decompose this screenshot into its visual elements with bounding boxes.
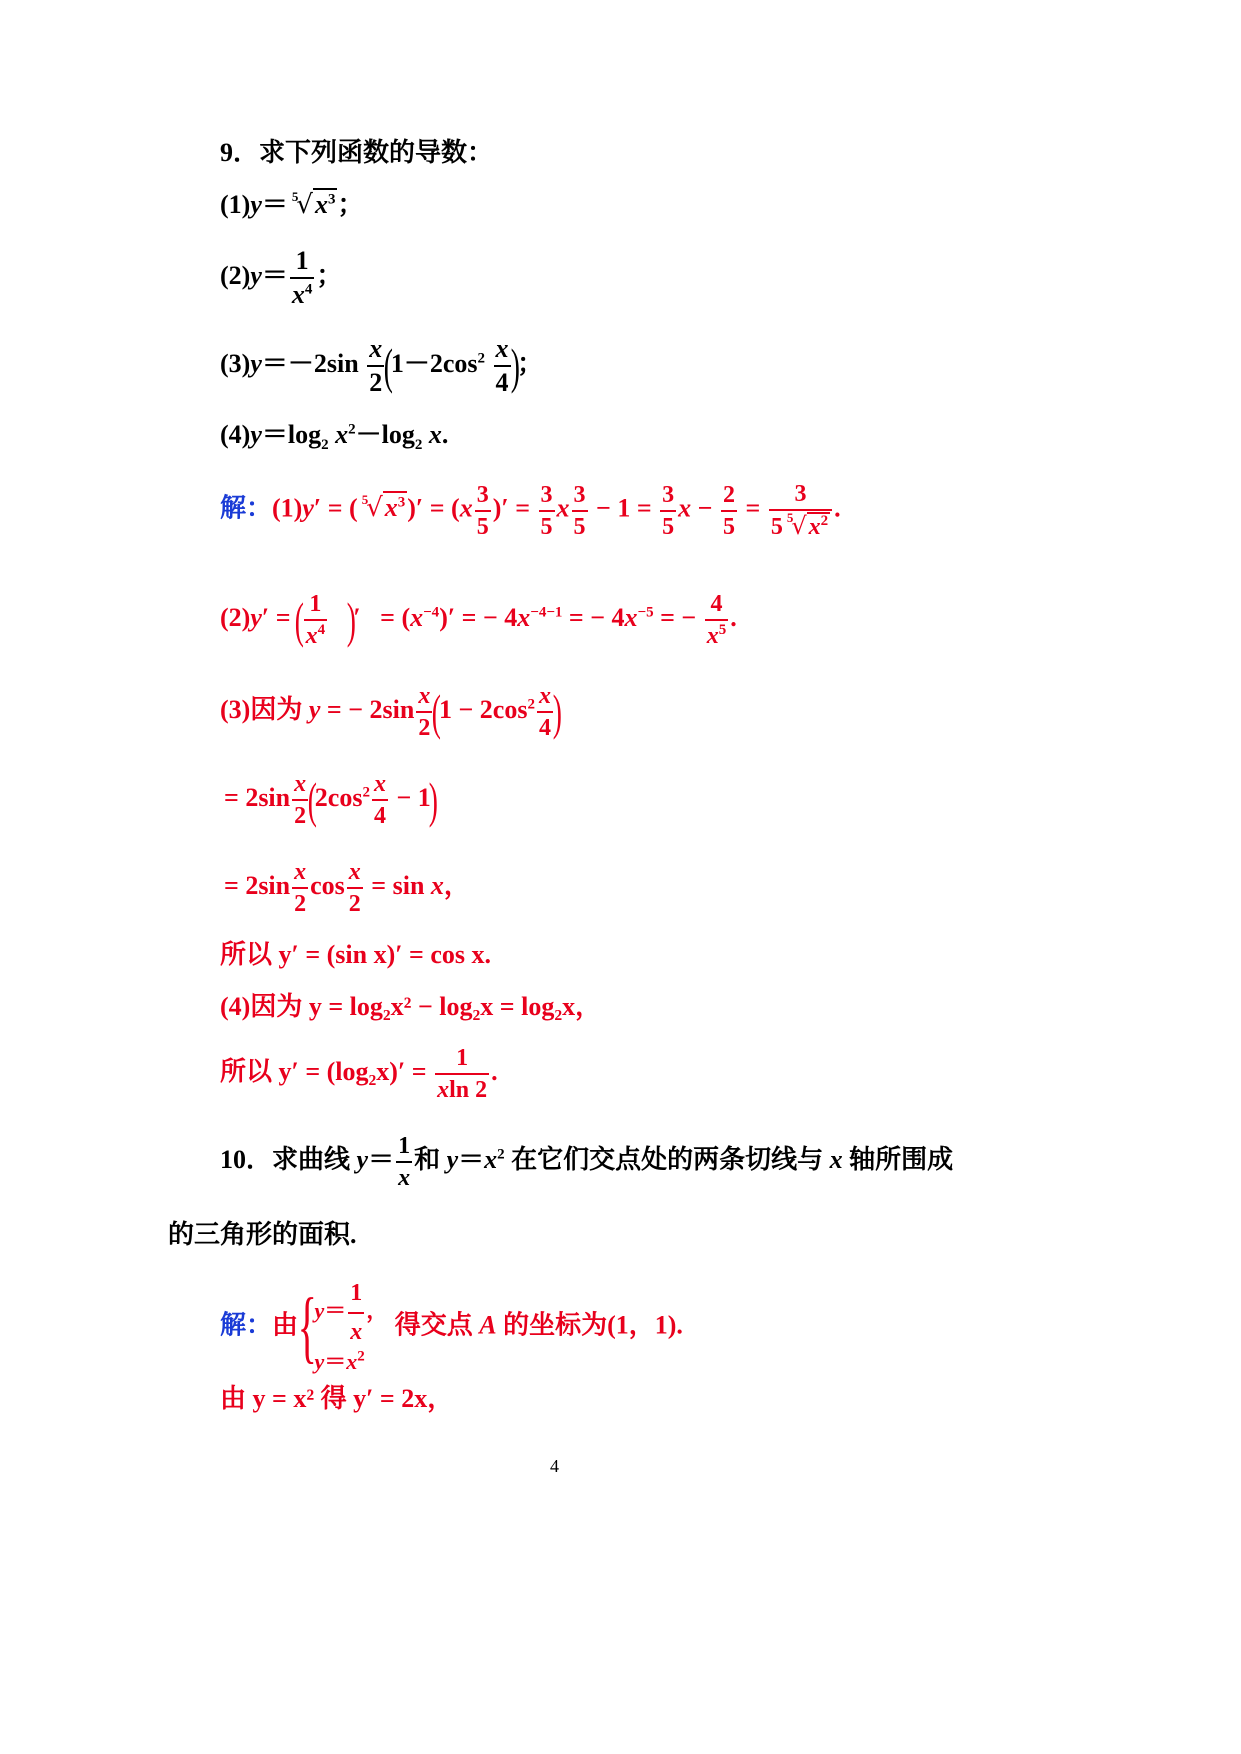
solution-9-line-5: = 2sin $\frac{x}{2}$ cos $\frac{x}{2}$ = sin x， — [224, 859, 470, 917]
text: 由 — [272, 1310, 299, 1340]
solution-10-line-1: 解：由{ y＝ $\frac{1}{x}$ ， $y=x^2$ 得交点 A 的坐标为(1，1). — [220, 1278, 683, 1377]
question-9-part-3: (3)y＝－2sin $\frac{x}{2}$ ($1-2\cos^2$ $\frac{x}{4}$ )； — [220, 334, 544, 397]
part-label: (2) — [220, 602, 251, 632]
part-label: (3) — [220, 348, 251, 378]
solution-9-line-7: (4)因为 y = log₂x² − log₂x = log₂x， — [220, 992, 602, 1021]
part-label: (4) — [220, 420, 251, 449]
text: 得交点 — [394, 1310, 473, 1340]
fifth-root: $^5√x^3$ — [291, 189, 336, 220]
solution-9-line-4: = 2sin $\frac{x}{2}$ ($2\cos^2$ $\frac{x}{4}$ − 1) — [224, 771, 438, 829]
part-label: (1) — [272, 493, 303, 523]
question-9-part-1: $(1)y= ^5√x^3$； — [220, 189, 364, 220]
question-9-title: 9．求下列函数的导数： — [220, 138, 494, 167]
part-label: (3)因为 — [220, 694, 303, 724]
text: 的坐标为(1，1). — [503, 1310, 683, 1340]
text: 轴所围成 — [849, 1144, 954, 1174]
solution-9-line-8: 所以 y′ = (log₂x)′ = $\frac{1}{xln 2}$ . — [220, 1045, 498, 1103]
solution-9-line-6: 所以 y′ = (sin x)′ = cos x. — [220, 940, 492, 969]
text: 所以 y′ = (log₂x)′ = — [220, 1056, 427, 1086]
question-9-part-2: (2)y＝ $\frac{1}{x^4}$ ； — [220, 246, 343, 309]
point-label: A — [479, 1310, 497, 1340]
part-label: (2) — [220, 260, 251, 290]
question-9-part-4: $(4)y=\log_2$ $x^2-\log_2$ x. — [220, 420, 449, 454]
solution-label: 解： — [220, 493, 273, 523]
solution-label: 解： — [220, 1310, 273, 1340]
solution-9-line-1: 解：(1)y′ = ( $^5√x^3)' = (x$ $\frac{3}{5}$ )′ = $\frac{3}{5}$ x $\frac{3}{5}$ − 1 = $\frac{3}{5}$ x − $\frac{2}{5}$ = $\frac{3}{5 ^5√x^2}$ . — [220, 481, 841, 540]
solution-9-line-2: (2)y′ = ( $\frac{1}{x^4}$ )′ = $(x^{-4})'$ = − $4x^{-4-1}$ = − $4x^{-5}$ = − $\frac{4}{x^5}$ . — [220, 591, 737, 649]
page-number: 4 — [550, 1456, 559, 1476]
question-10-line-1: 10．求曲线 y＝ $\frac{1}{x}$ 和 $y=x^2$ 在它们交点处的两条切线与 x 轴所围成 — [220, 1133, 954, 1191]
solution-9-line-3: (3)因为 y = − 2sin $\frac{x}{2}$ ($1 - 2\cos^2$ $\frac{x}{4}$ ) — [220, 683, 562, 741]
part-label: (1) — [220, 190, 251, 219]
equation-system: y＝ $\frac{1}{x}$ ， $y=x^2$ — [314, 1280, 389, 1375]
solution-10-line-2: 由 y = x² 得 y′ = 2x， — [220, 1384, 454, 1413]
text: 在它们交点处的两条切线与 — [511, 1144, 824, 1174]
question-10-line-2: 的三角形的面积. — [168, 1220, 357, 1249]
text: 10．求曲线 — [220, 1144, 351, 1174]
text: 和 — [414, 1144, 441, 1174]
